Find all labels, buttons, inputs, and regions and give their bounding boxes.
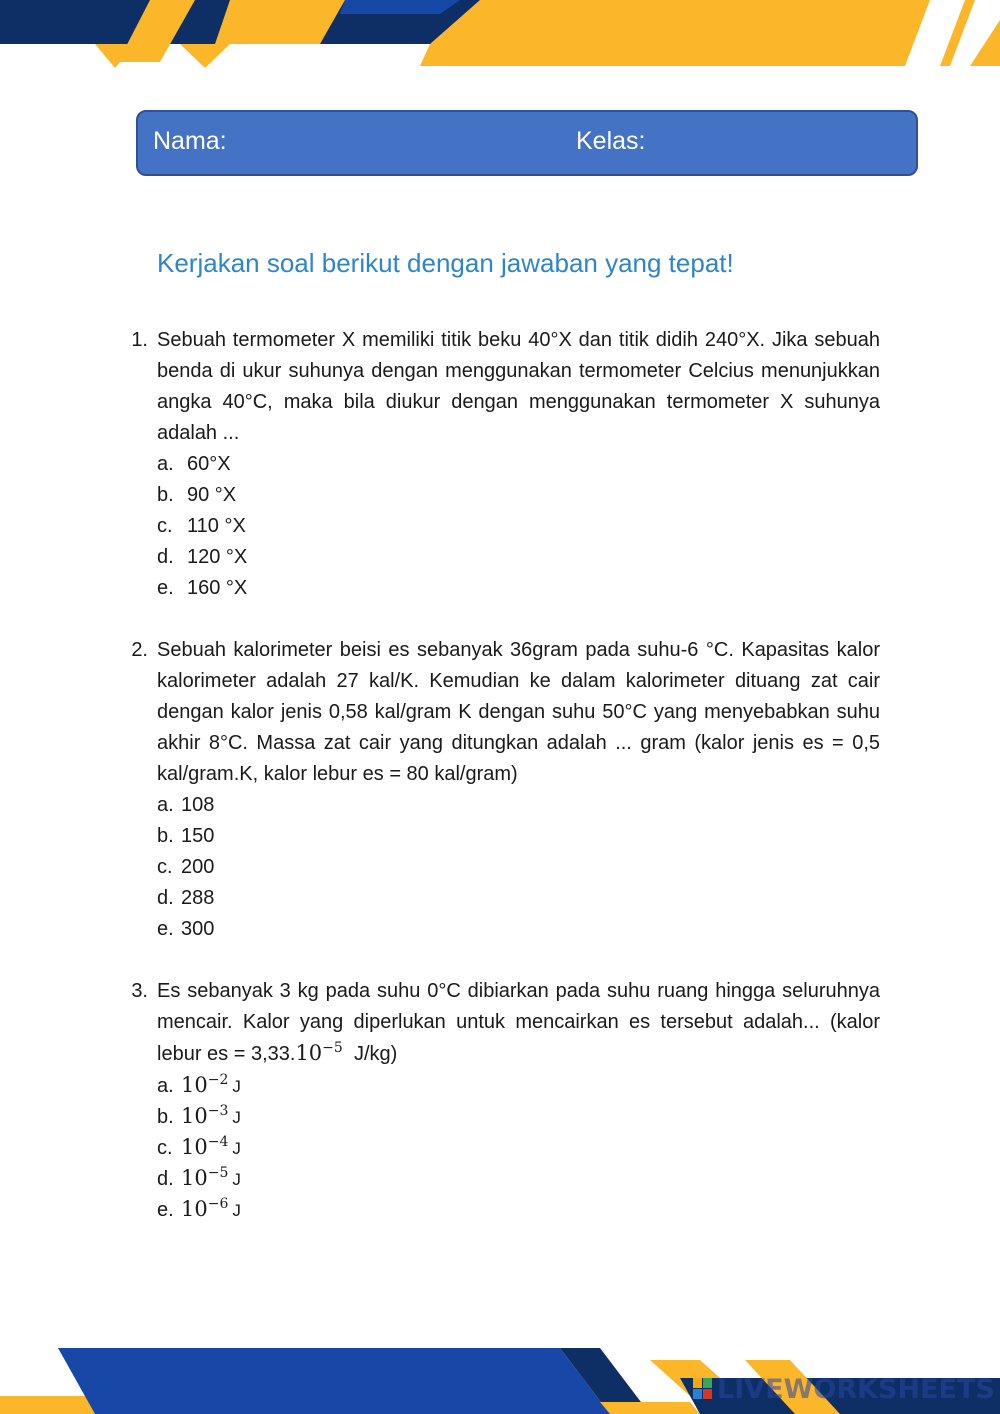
question-2: [120, 635, 880, 945]
answer-options: [157, 790, 880, 945]
question-number: 2.: [131, 639, 148, 661]
question-number: 1.: [131, 329, 148, 351]
option-d[interactable]: d. $10^{-5}$ J: [157, 1165, 241, 1190]
student-info-bar: [136, 110, 918, 176]
math-expression: $10^{-5}$: [295, 1040, 343, 1065]
math-expression: $10^{-4}$: [181, 1134, 229, 1159]
question-1: [120, 325, 880, 604]
option-e[interactable]: e. 160 °X: [157, 577, 248, 599]
class-field-label[interactable]: Kelas:: [576, 127, 646, 155]
option-d[interactable]: d. 288: [157, 887, 215, 909]
option-e[interactable]: e. 300: [157, 918, 215, 940]
option-e[interactable]: e. $10^{-6}$ J: [157, 1196, 241, 1221]
option-c[interactable]: c. $10^{-4}$ J: [157, 1134, 241, 1159]
option-d[interactable]: d. 120 °X: [157, 546, 248, 568]
option-b[interactable]: b. 150: [157, 825, 215, 847]
option-a[interactable]: a. 60°X: [157, 453, 231, 475]
answer-options: [157, 449, 880, 604]
option-a[interactable]: a. $10^{-2}$ J: [157, 1072, 241, 1097]
watermark-text: LIVEWORKSHEETS: [717, 1374, 995, 1405]
option-a[interactable]: a. 108: [157, 794, 215, 816]
question-text: Es sebanyak 3 kg pada suhu 0°C dibiarkan pada suhu ruang hingga seluruhnya mencair. Kalor yang diperlukan untuk mencairkan es tersebut adalah... (kalor lebur es = $3,33.10^{-5}$ J/kg): [157, 980, 880, 1065]
option-b[interactable]: b. $10^{-3}$ J: [157, 1103, 241, 1128]
question-text: Sebuah termometer X memiliki titik beku 40°X dan titik didih 240°X. Jika sebuah benda di ukur suhunya dengan menggunakan termometer Celcius menunjukkan angka 40°C, maka bila diukur dengan menggunakan termometer X suhunya adalah ...: [157, 329, 880, 444]
liveworksheets-logo-icon: [693, 1378, 713, 1400]
name-field-label[interactable]: Nama:: [153, 127, 227, 155]
option-b[interactable]: b. 90 °X: [157, 484, 237, 506]
math-expression: $10^{-5}$: [181, 1165, 229, 1190]
option-c[interactable]: c. 200: [157, 856, 215, 878]
math-expression: $10^{-3}$: [181, 1103, 229, 1128]
question-number: 3.: [131, 980, 148, 1002]
question-text: Sebuah kalorimeter beisi es sebanyak 36gram pada suhu-6 °C. Kapasitas kalor kalorimeter adalah 27 kal/K. Kemudian ke dalam kalorimeter dituang zat cair dengan kalor jenis 0,58 kal/gram K dengan suhu 50°C yang menyebabkan suhu akhir 8°C. Massa zat cair yang ditungkan adalah ... gram (kalor jenis es = 0,5 kal/gram.K, kalor lebur es = 80 kal/gram): [157, 639, 880, 785]
answer-options: [157, 1070, 880, 1225]
instruction-heading: Kerjakan soal berikut dengan jawaban yang tepat!: [157, 248, 734, 278]
question-3: [120, 976, 880, 1225]
top-decorative-banner: [0, 0, 1000, 70]
math-expression: $10^{-6}$: [181, 1196, 229, 1221]
option-c[interactable]: c. 110 °X: [157, 515, 246, 537]
math-expression: $10^{-2}$: [181, 1072, 229, 1097]
